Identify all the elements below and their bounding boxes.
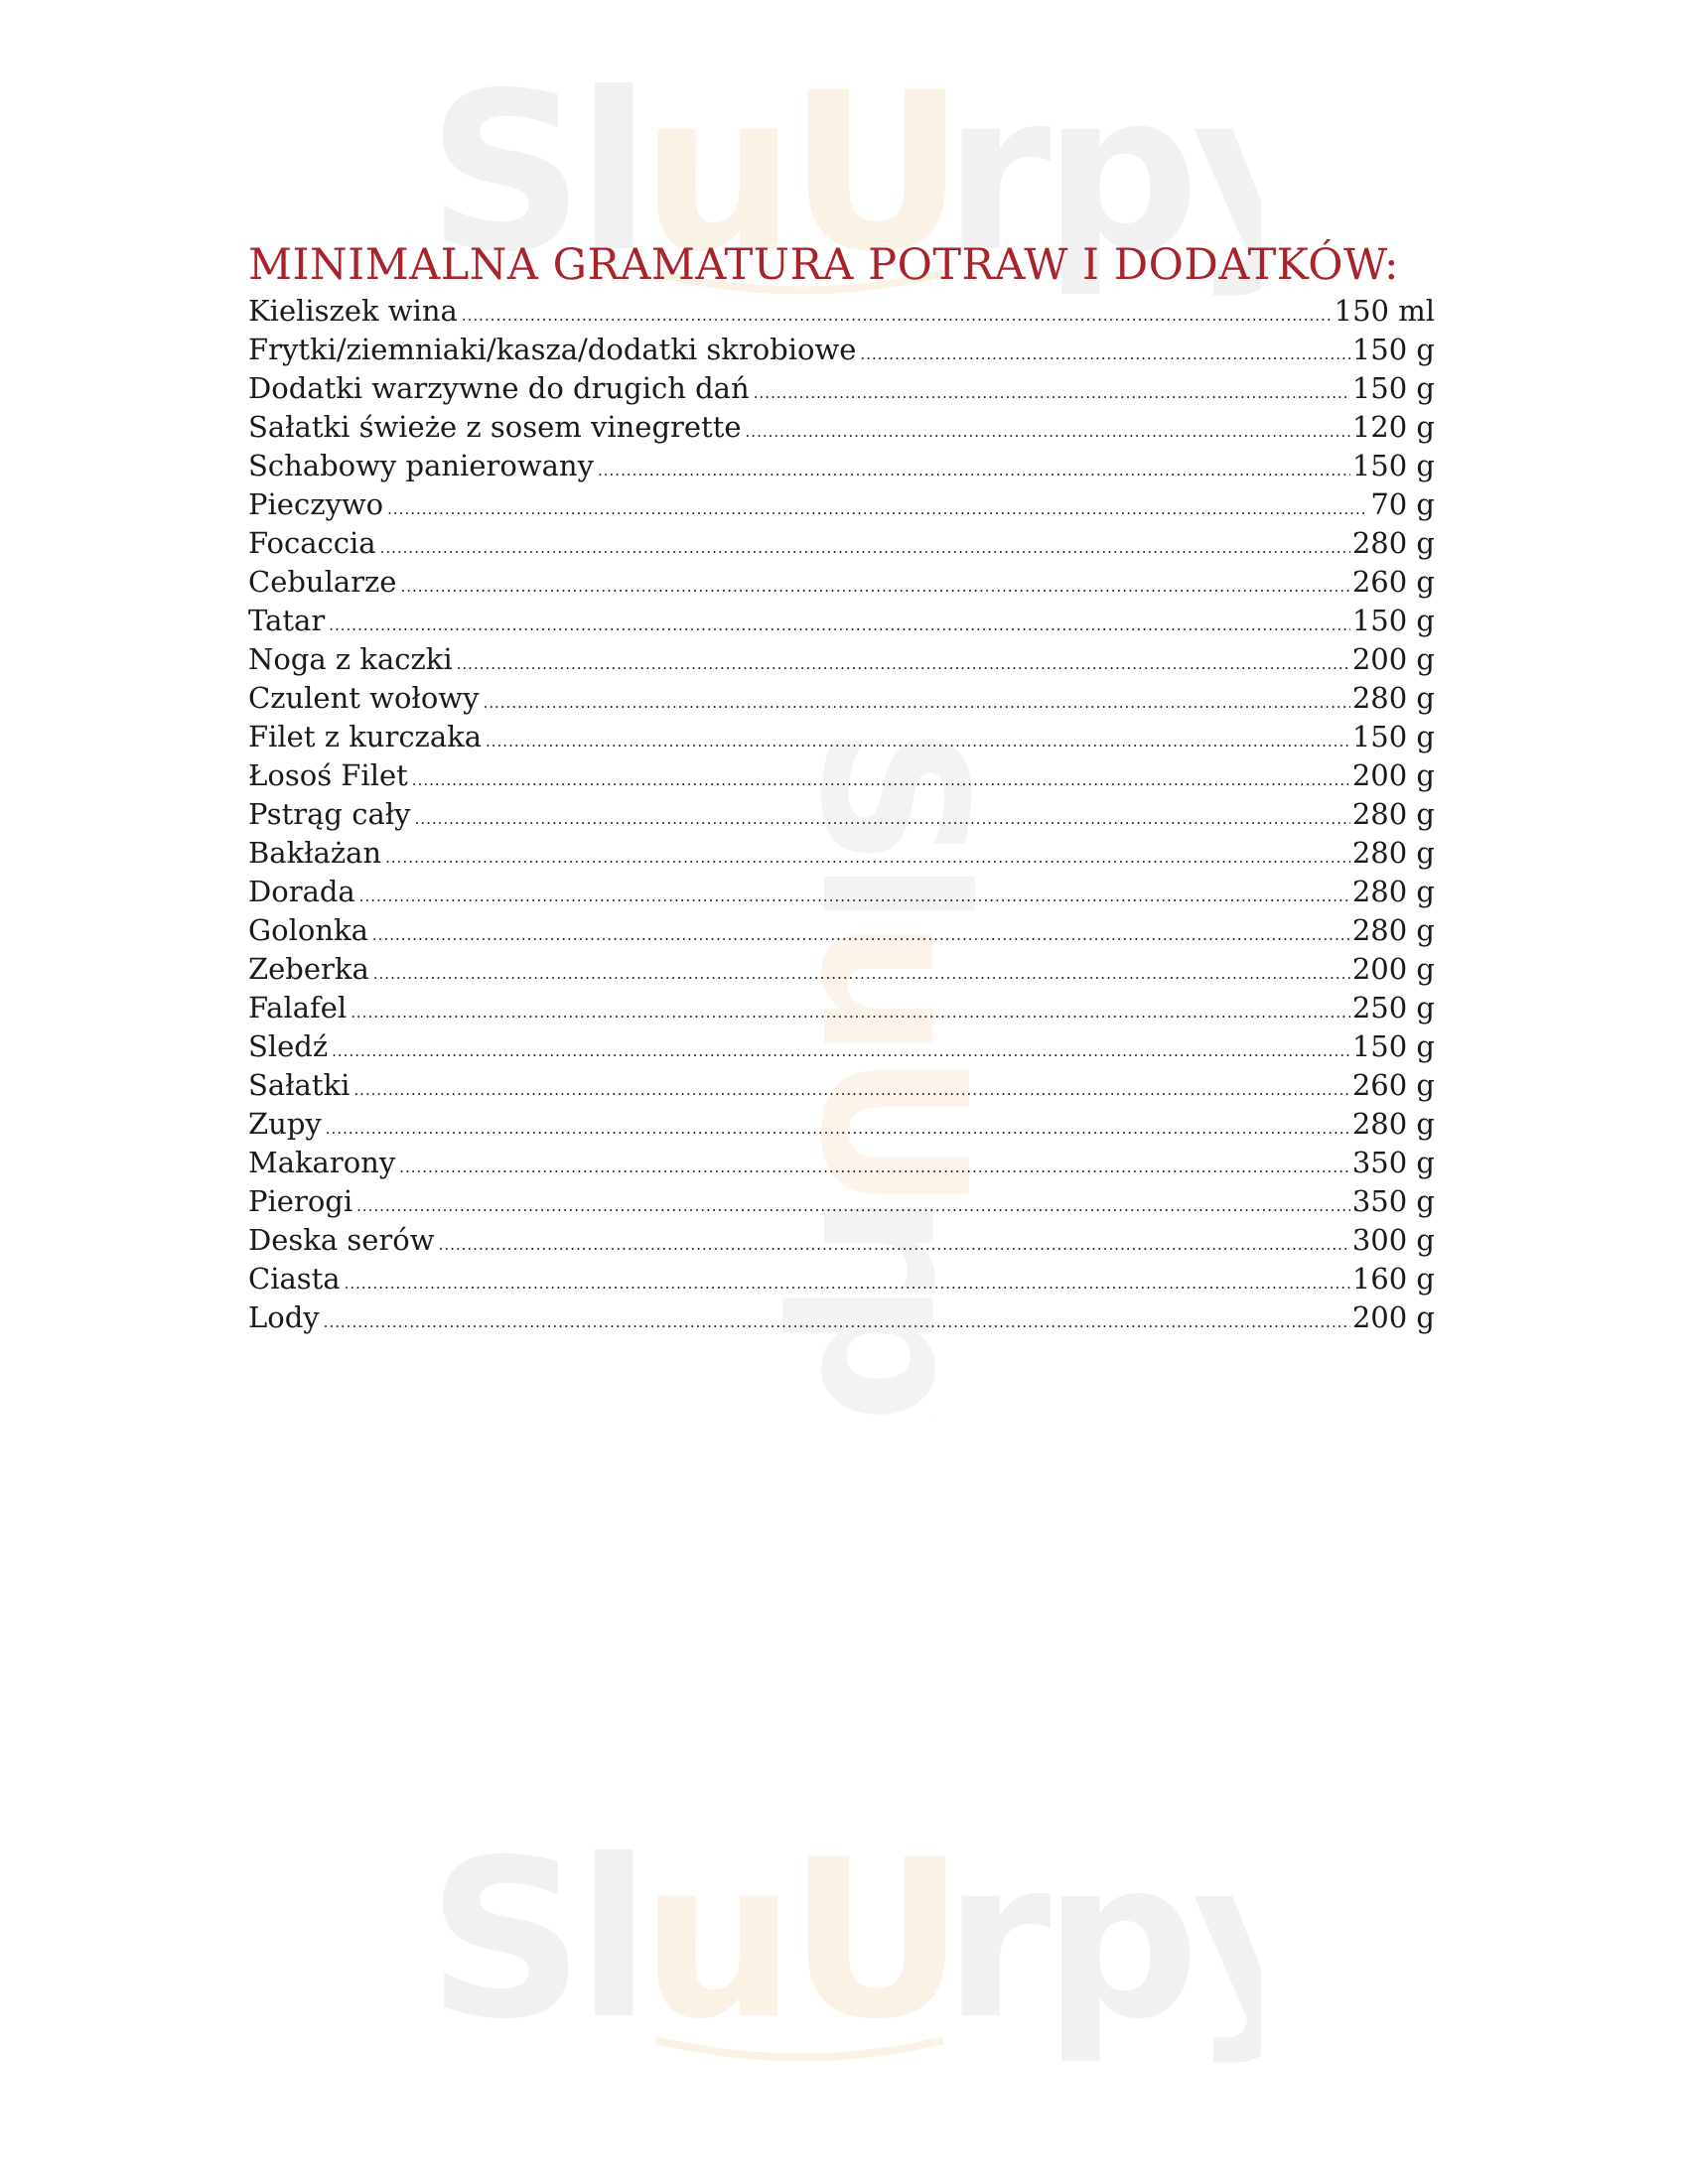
list-item bbox=[248, 836, 1435, 875]
dot-leader bbox=[598, 462, 1350, 479]
list-item bbox=[248, 449, 1435, 487]
item-amount: 150 ml bbox=[1334, 294, 1435, 328]
item-name: Schabowy panierowany bbox=[248, 449, 594, 482]
item-name: Dorada bbox=[248, 875, 355, 908]
list-item bbox=[248, 1068, 1435, 1107]
item-name: Ciasta bbox=[248, 1262, 341, 1296]
item-amount: 280 g bbox=[1351, 526, 1435, 560]
item-amount: 200 g bbox=[1351, 1300, 1435, 1334]
list-item bbox=[248, 410, 1435, 449]
svg-text:Sl: Sl bbox=[427, 1827, 643, 2067]
dot-leader bbox=[486, 733, 1350, 751]
item-amount: 200 g bbox=[1351, 952, 1435, 986]
item-name: Dodatki warzywne do drugich dań bbox=[248, 371, 750, 405]
item-amount: 260 g bbox=[1351, 1068, 1435, 1102]
item-name: Czulent wołowy bbox=[248, 681, 480, 715]
item-amount: 250 g bbox=[1351, 991, 1435, 1024]
item-amount: 260 g bbox=[1351, 565, 1435, 599]
dot-leader bbox=[324, 1313, 1350, 1331]
dot-leader bbox=[483, 694, 1349, 712]
dot-leader bbox=[372, 926, 1350, 944]
list-item bbox=[248, 1029, 1435, 1068]
dot-leader bbox=[380, 539, 1350, 557]
item-amount: 280 g bbox=[1351, 681, 1435, 715]
item-name: Kieliszek wina bbox=[248, 294, 458, 328]
dot-leader bbox=[457, 655, 1350, 673]
list-item bbox=[248, 681, 1435, 720]
weights-list bbox=[248, 294, 1435, 1339]
list-item bbox=[248, 991, 1435, 1029]
dot-leader bbox=[345, 1275, 1350, 1293]
item-amount: 120 g bbox=[1351, 410, 1435, 444]
list-item bbox=[248, 1107, 1435, 1146]
svg-text:Sl: Sl bbox=[427, 60, 643, 300]
item-amount: 280 g bbox=[1351, 913, 1435, 947]
list-item bbox=[248, 642, 1435, 681]
list-item bbox=[248, 1146, 1435, 1184]
svg-text:uU: uU bbox=[776, 918, 1008, 1205]
item-name: Tatar bbox=[248, 604, 326, 637]
item-name: Makarony bbox=[248, 1146, 396, 1179]
item-name: Focaccia bbox=[248, 526, 376, 560]
dot-leader bbox=[359, 887, 1350, 905]
svg-text:uU: uU bbox=[640, 1827, 958, 2067]
list-item bbox=[248, 720, 1435, 758]
item-name: Pstrąg cały bbox=[248, 797, 411, 831]
list-item bbox=[248, 604, 1435, 642]
dot-leader bbox=[746, 423, 1350, 441]
dot-leader bbox=[373, 965, 1350, 983]
list-item bbox=[248, 1184, 1435, 1223]
list-item bbox=[248, 913, 1435, 952]
page-title: MINIMALNA GRAMATURA POTRAW I DODATKÓW: bbox=[248, 240, 1399, 290]
item-name: Sledź bbox=[248, 1029, 329, 1063]
item-amount: 150 g bbox=[1351, 371, 1435, 405]
item-amount: 200 g bbox=[1351, 758, 1435, 792]
item-amount: 150 g bbox=[1351, 333, 1435, 366]
item-amount: 350 g bbox=[1351, 1146, 1435, 1179]
dot-leader bbox=[462, 307, 1333, 325]
item-name: Frytki/ziemniaki/kasza/dodatki skrobiowe bbox=[248, 333, 857, 366]
dot-leader bbox=[356, 1197, 1350, 1215]
item-name: Bakłażan bbox=[248, 836, 382, 870]
dot-leader bbox=[400, 578, 1349, 596]
list-item bbox=[248, 758, 1435, 797]
item-amount: 350 g bbox=[1351, 1184, 1435, 1218]
item-amount: 160 g bbox=[1351, 1262, 1435, 1296]
item-name: Noga z kaczki bbox=[248, 642, 453, 676]
list-item bbox=[248, 1262, 1435, 1300]
dot-leader bbox=[439, 1236, 1350, 1254]
dot-leader bbox=[329, 616, 1350, 634]
list-item bbox=[248, 875, 1435, 913]
slurpy-logo-icon bbox=[427, 1827, 1261, 2075]
item-amount: 150 g bbox=[1351, 604, 1435, 637]
item-amount: 150 g bbox=[1351, 720, 1435, 753]
item-amount: 300 g bbox=[1351, 1223, 1435, 1257]
dot-leader bbox=[385, 849, 1350, 867]
item-amount: 280 g bbox=[1351, 875, 1435, 908]
dot-leader bbox=[415, 810, 1350, 828]
list-item bbox=[248, 797, 1435, 836]
list-item bbox=[248, 333, 1435, 371]
svg-text:rpy: rp bbox=[943, 60, 1192, 300]
list-item bbox=[248, 294, 1435, 333]
item-name: Pierogi bbox=[248, 1184, 353, 1218]
item-name: Golonka bbox=[248, 913, 368, 947]
svg-text:rpy: rp bbox=[943, 1827, 1192, 2067]
dot-leader bbox=[754, 384, 1350, 402]
item-name: Sałatki świeże z sosem vinegrette bbox=[248, 410, 742, 444]
watermark-logo-bottom bbox=[427, 1827, 1261, 2075]
dot-leader bbox=[332, 1042, 1350, 1060]
item-amount: 280 g bbox=[1351, 797, 1435, 831]
list-item bbox=[248, 1223, 1435, 1262]
list-item bbox=[248, 1300, 1435, 1339]
dot-leader bbox=[353, 1081, 1350, 1099]
dot-leader bbox=[351, 1004, 1350, 1022]
item-name: Zeberka bbox=[248, 952, 369, 986]
list-item bbox=[248, 565, 1435, 604]
dot-leader bbox=[412, 771, 1350, 789]
dot-leader bbox=[399, 1159, 1350, 1176]
item-amount: 150 g bbox=[1351, 1029, 1435, 1063]
dot-leader bbox=[860, 345, 1349, 363]
item-amount: 280 g bbox=[1351, 1107, 1435, 1141]
item-name: Lody bbox=[248, 1300, 320, 1334]
dot-leader bbox=[326, 1120, 1350, 1138]
list-item bbox=[248, 371, 1435, 410]
item-amount: 70 g bbox=[1370, 487, 1435, 521]
list-item bbox=[248, 487, 1435, 526]
dot-leader bbox=[387, 500, 1368, 518]
item-name: Sałatki bbox=[248, 1068, 351, 1102]
item-amount: 200 g bbox=[1351, 642, 1435, 676]
item-name: Falafel bbox=[248, 991, 348, 1024]
menu-weights-document bbox=[248, 238, 1440, 1339]
list-item bbox=[248, 526, 1435, 565]
item-name: Zupy bbox=[248, 1107, 322, 1141]
svg-text:Sl: Sl bbox=[776, 725, 1008, 920]
item-name: Filet z kurczaka bbox=[248, 720, 482, 753]
item-name: Deska serów bbox=[248, 1223, 435, 1257]
item-amount: 150 g bbox=[1351, 449, 1435, 482]
item-amount: 280 g bbox=[1351, 836, 1435, 870]
svg-text:uU: uU bbox=[640, 60, 958, 300]
item-name: Łosoś Filet bbox=[248, 758, 408, 792]
svg-text:rpy: rpy bbox=[776, 1191, 1008, 1420]
list-item bbox=[248, 952, 1435, 991]
item-name: Pieczywo bbox=[248, 487, 384, 521]
item-name: Cebularze bbox=[248, 565, 397, 599]
